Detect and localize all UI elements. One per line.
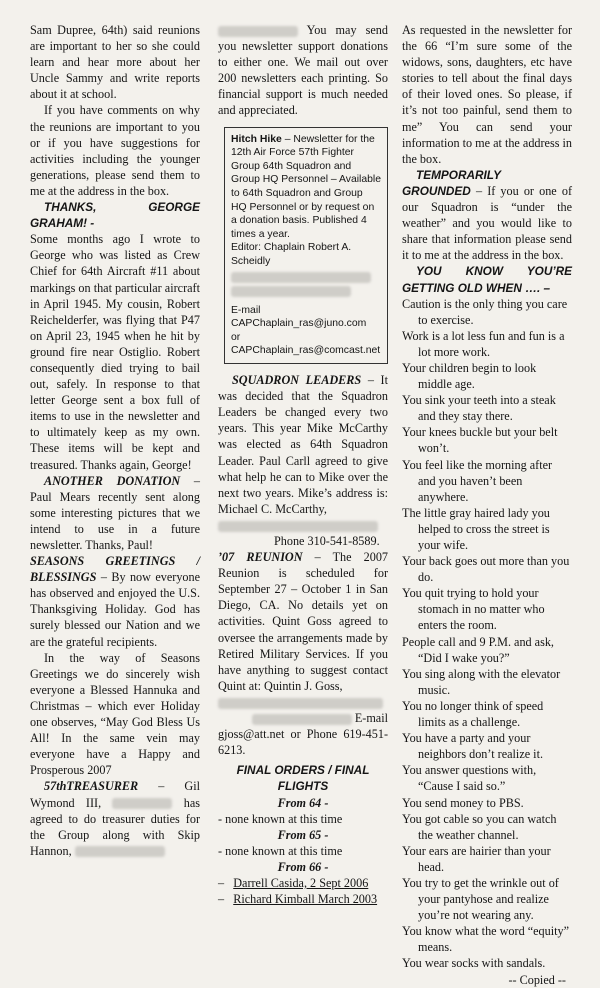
email-label: E-mail bbox=[354, 711, 388, 726]
heading-treasurer: 57thTREASURER bbox=[44, 779, 139, 794]
reunion-paragraph: – The 2007 Reunion is scheduled for September 27 – October 1 in San Diego, CA. No details yet on activities. Quint Goss agreed to oversee the arrangements made by Retired Military Services. If you have anything to suggest contact Quint at: Quintin J. Goss, bbox=[218, 550, 389, 693]
list-item: You no longer think of speed limits as a challenge. bbox=[402, 698, 544, 730]
list-item: You sink your teeth into a steak and they stay there. bbox=[402, 393, 556, 424]
column-right bbox=[402, 22, 572, 988]
list-item: Your ears are hairier than your head. bbox=[402, 843, 551, 874]
list-item: Caution is the only thing you care to exercise. bbox=[402, 296, 568, 327]
list-item: Work is a lot less fun and fun is a lot more work. bbox=[402, 328, 565, 359]
heading-another-donation: ANOTHER DONATION bbox=[44, 473, 181, 488]
from-64-entry: - none known at this time bbox=[218, 811, 343, 826]
list-item: You quit trying to hold your stomach in no matter who enters the room. bbox=[402, 586, 545, 633]
box-description: Hitch Hike – Newsletter for the 12th Air Force 57th Fighter Group 64th Squadron and Group HQ Personnel – Available to 64th Squadron and Group HQ Personnel or by request on a donation basis. Published 4 times a year. bbox=[231, 133, 381, 240]
treasurer-text-b: has agreed to do treasurer duties for the Group along with Skip Hannon, bbox=[30, 795, 200, 858]
heading-temporarily-grounded: TEMPORARILY GROUNDED bbox=[402, 167, 501, 198]
from-66-entry: – Richard Kimball March 2003 bbox=[218, 892, 378, 907]
list-item: You answer questions with, “Cause I said so.” bbox=[402, 763, 537, 794]
heading-seasons-greetings: SEASONS GREETINGS / BLESSINGS bbox=[30, 554, 200, 585]
from-65-heading: From 65 - bbox=[277, 827, 329, 842]
list-item: Your children begin to look middle age. bbox=[402, 360, 537, 392]
heading-getting-old: YOU KNOW YOU’RE GETTING OLD WHEN …. – bbox=[402, 264, 572, 295]
box-editor: Editor: Chaplain Robert A. Scheidly bbox=[231, 242, 352, 267]
redacted-address bbox=[218, 521, 378, 532]
box-email-1: E-mail CAPChaplain_ras@juno.com bbox=[231, 304, 367, 330]
treasurer-text-a: – Gil Wymond III, bbox=[30, 779, 201, 810]
greetings-paragraph: In the way of Seasons Greetings we do sincerely wish everyone a Blessed Hannuka and Christmas – which ever Holiday one observes, “May God Bless Us All! In the same vein may everyone have a Happy and Prosperous 2007 bbox=[30, 650, 200, 778]
graham-paragraph: Some months ago I wrote to George who was listed as Crew Chief for 64th Aircraft #11 about markings on that particular aircraft in April 1945. My cousin, Robert Reichelderfer, was flying that P47 on April 23, 1945 when he hit by ground fire near Ostiglio. Robert consequently died trying to bail out, safely. In response to that letter George sent a box full of items to use in the newsletter and to ultimately keep as my own. These items will be kept and treasured. Thanks again, George! bbox=[30, 232, 200, 472]
list-item: You sing along with the elevator music. bbox=[402, 666, 561, 697]
newsletter-info-box bbox=[224, 127, 388, 365]
list-item: You send money to PBS. bbox=[402, 795, 524, 810]
seasons-paragraph: – By now everyone has observed and enjoyed the U.S. Thanksgiving Holiday. God has surely blessed our Nation and we are the grateful recipients. bbox=[30, 570, 201, 649]
redacted-address bbox=[218, 698, 383, 709]
copied-note: -- Copied -- bbox=[508, 972, 566, 987]
redacted-address bbox=[218, 26, 298, 37]
goss-contact: gjoss@att.net or Phone 619-451-6213. bbox=[218, 727, 388, 758]
list-item: The little gray haired lady you helped to cross the street is your wife. bbox=[402, 505, 550, 552]
list-item: You try to get the wrinkle out of your pantyhose and realize you’re not wearing any. bbox=[402, 875, 559, 923]
from-65-entry: - none known at this time bbox=[218, 843, 343, 858]
redacted-address bbox=[75, 846, 165, 857]
heading-07-reunion: ’07 REUNION bbox=[218, 550, 303, 565]
from-66-heading: From 66 - bbox=[277, 859, 329, 874]
heading-final-orders: FINAL ORDERS / FINAL FLIGHTS bbox=[236, 763, 370, 794]
list-item: You have a party and your neighbors don’t realize it. bbox=[402, 731, 543, 762]
redacted-address bbox=[231, 272, 371, 283]
redacted-address bbox=[112, 798, 172, 809]
redacted-address bbox=[252, 714, 352, 725]
box-email-2: or CAPChaplain_ras@comcast.net bbox=[231, 331, 381, 357]
comments-paragraph: If you have comments on why the reunions are important to you or if you have suggestions for activities including the younger generations, please send them to me at the address in the box. bbox=[30, 103, 200, 198]
leaders-paragraph: – It was decided that the Squadron Leaders be changed every two years. This year Mike McCarthy was elected as 64th Squadron Leader. Paul Carll agreed to give what help he can to Mike over the next two years. Mike’s address is: Michael C. McCarthy, bbox=[218, 373, 388, 516]
column-left bbox=[30, 22, 200, 859]
list-item: Your knees buckle but your belt won’t. bbox=[402, 425, 558, 456]
list-item: You feel like the morning after and you haven’t been anywhere. bbox=[402, 457, 553, 504]
list-item: You know what the word “equity” means. bbox=[402, 924, 569, 955]
grounded-paragraph: – If you or one of our Squadron is “under the weather” and you would like to share that information please send it to me at the address in the box. bbox=[402, 183, 573, 263]
stories-paragraph: As requested in the newsletter for the 66 “I’m sure some of the widows, sons, daughters, etc have stories to tell about the final days of their loved ones. So please, if it’s not too painful, send them to me” You can send your information to me at the address in the box. bbox=[402, 23, 572, 166]
list-item: You got cable so you can watch the weather channel. bbox=[402, 811, 557, 842]
list-item: Your back goes out more than you do. bbox=[402, 554, 570, 585]
list-item: People call and 9 P.M. and ask, “Did I wake you?” bbox=[402, 634, 554, 665]
reunion-note: Sam Dupree, 64th) said reunions are important to her so she could learn and hear more about her Uncle Sammy and write reports about it at school. bbox=[30, 23, 200, 102]
mccarthy-phone: Phone 310-541-8589. bbox=[274, 534, 380, 548]
list-item: You wear socks with sandals. bbox=[402, 956, 546, 971]
column-middle bbox=[218, 22, 388, 907]
from-66-entry: – Darrell Casida, 2 Sept 2006 bbox=[218, 875, 369, 890]
donation-paragraph: – Paul Mears recently sent along some interesting pictures that we intend to use in a future newsletter. Thanks, Paul! bbox=[30, 473, 200, 552]
from-64-heading: From 64 - bbox=[277, 795, 329, 810]
getting-old-list bbox=[402, 296, 572, 972]
redacted-address bbox=[231, 286, 351, 297]
heading-thanks-graham: THANKS, GEORGE GRAHAM! - bbox=[30, 200, 200, 231]
donations-paragraph: You may send you newsletter support donations to either one. We mail out over 200 newsletters each printing. So financial support is much needed and appreciated. bbox=[218, 23, 388, 118]
heading-squadron-leaders: SQUADRON LEADERS bbox=[232, 373, 362, 388]
